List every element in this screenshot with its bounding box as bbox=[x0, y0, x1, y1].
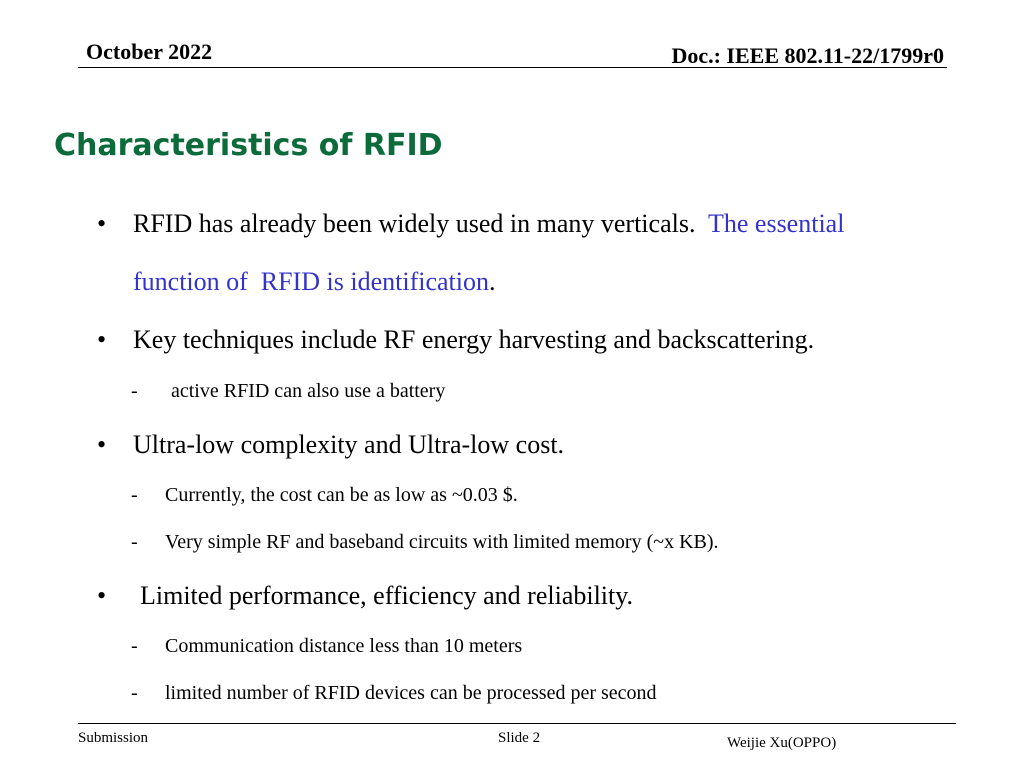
bullet-marker: • bbox=[97, 325, 107, 354]
sub-marker: - bbox=[131, 380, 138, 402]
footer-submission: Submission bbox=[78, 730, 149, 746]
footer-author: Weijie Xu(OPPO) bbox=[727, 735, 837, 751]
bullet-text-highlight: The essential bbox=[707, 209, 845, 238]
sub-text: Very simple RF and baseband circuits with limited memory (~x KB). bbox=[165, 531, 719, 553]
bullet-marker: • bbox=[97, 209, 107, 238]
bullet-text bbox=[133, 266, 496, 298]
sub-text: Currently, the cost can be as low as ~0.03 $. bbox=[165, 484, 518, 506]
header-doc-id: Doc.: IEEE 802.11-22/1799r0 bbox=[671, 43, 944, 68]
bullet-text: Ultra-low complexity and Ultra-low cost. bbox=[133, 430, 565, 459]
slide-title: Characteristics of RFID bbox=[54, 128, 443, 163]
sub-text: active RFID can also use a battery bbox=[171, 380, 446, 402]
footer-divider bbox=[78, 723, 956, 724]
bullet-text bbox=[133, 208, 844, 240]
sub-marker: - bbox=[131, 635, 138, 657]
sub-marker: - bbox=[131, 531, 138, 553]
footer-slide-number: Slide 2 bbox=[498, 730, 541, 746]
bullet-text-plain: RFID has already been widely used in many verticals. bbox=[133, 209, 708, 238]
bullet-text: Key techniques include RF energy harvesting and backscattering. bbox=[133, 325, 815, 354]
header-divider bbox=[78, 67, 947, 68]
header-date: October 2022 bbox=[86, 39, 213, 64]
sub-text: Communication distance less than 10 meters bbox=[165, 635, 523, 657]
sub-marker: - bbox=[131, 682, 138, 704]
sub-text: limited number of RFID devices can be processed per second bbox=[165, 682, 657, 704]
sub-marker: - bbox=[131, 484, 138, 506]
bullet-text-highlight: function of RFID is identification bbox=[133, 267, 490, 296]
bullet-marker: • bbox=[97, 430, 107, 459]
bullet-marker: • bbox=[97, 581, 107, 610]
bullet-text-plain: . bbox=[489, 267, 496, 296]
bullet-text: Limited performance, efficiency and reliability. bbox=[140, 581, 634, 610]
